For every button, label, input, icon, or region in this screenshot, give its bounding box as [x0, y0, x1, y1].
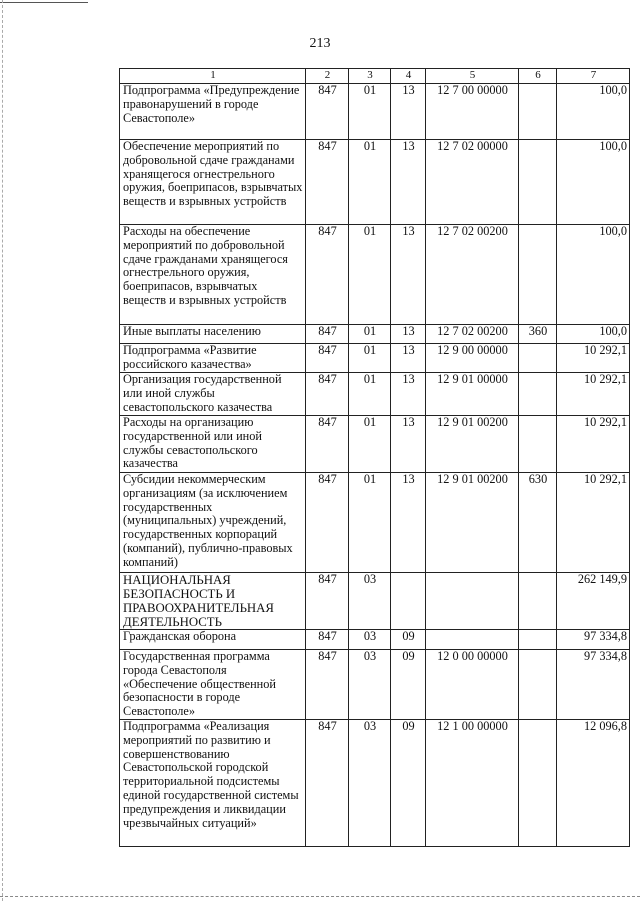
row-csr: 12 7 02 00200 [426, 225, 519, 325]
scan-top-mark [0, 2, 88, 3]
row-vr [519, 84, 557, 140]
row-csr: 12 7 02 00000 [426, 140, 519, 225]
row-csr: 12 0 00 00000 [426, 650, 519, 720]
row-sum: 262 149,9 [557, 573, 630, 630]
row-name: Государственная программа города Севастополя «Обеспечение общественной безопасности в городе Севастополе» [120, 650, 306, 720]
table-row [120, 325, 630, 344]
row-gv: 847 [306, 416, 349, 473]
table-row [120, 84, 630, 140]
row-pr: 13 [391, 140, 426, 225]
table-header-row [120, 69, 630, 84]
scan-bottom-edge [0, 896, 640, 897]
row-csr: 12 9 01 00200 [426, 416, 519, 473]
budget-table [119, 68, 630, 847]
header-col-7: 7 [557, 69, 630, 84]
table-row [120, 650, 630, 720]
table-row [120, 373, 630, 416]
row-gv: 847 [306, 630, 349, 650]
row-rz: 01 [349, 416, 391, 473]
row-sum: 12 096,8 [557, 720, 630, 847]
row-pr: 13 [391, 344, 426, 373]
row-pr: 09 [391, 630, 426, 650]
row-name: Расходы на организацию государственной или иной службы севастопольского казачества [120, 416, 306, 473]
row-gv: 847 [306, 225, 349, 325]
row-vr [519, 720, 557, 847]
row-rz: 03 [349, 573, 391, 630]
scan-left-edge [2, 0, 3, 901]
row-vr [519, 650, 557, 720]
row-csr: 12 1 00 00000 [426, 720, 519, 847]
row-sum: 100,0 [557, 140, 630, 225]
row-pr [391, 573, 426, 630]
row-pr: 13 [391, 373, 426, 416]
row-rz: 01 [349, 473, 391, 573]
row-vr [519, 630, 557, 650]
row-rz: 01 [349, 373, 391, 416]
row-csr: 12 7 00 00000 [426, 84, 519, 140]
row-rz: 01 [349, 140, 391, 225]
row-rz: 01 [349, 344, 391, 373]
row-name: Подпрограмма «Предупреждение правонарушений в городе Севастополе» [120, 84, 306, 140]
scan-top-edge [0, 2, 640, 8]
row-gv: 847 [306, 573, 349, 630]
row-vr [519, 344, 557, 373]
row-csr: 12 7 02 00200 [426, 325, 519, 344]
row-name: Подпрограмма «Реализация мероприятий по развитию и совершенствованию Севастопольской городской территориальной подсистемы единой государственной системы предупреждения и ликвидации чрезвычайных ситуаций» [120, 720, 306, 847]
row-rz: 03 [349, 630, 391, 650]
row-gv: 847 [306, 140, 349, 225]
page-number: 213 [309, 36, 331, 51]
header-col-5: 5 [426, 69, 519, 84]
row-pr: 13 [391, 416, 426, 473]
row-sum: 10 292,1 [557, 373, 630, 416]
row-sum: 97 334,8 [557, 630, 630, 650]
row-gv: 847 [306, 720, 349, 847]
row-pr: 09 [391, 650, 426, 720]
row-name: НАЦИОНАЛЬНАЯ БЕЗОПАСНОСТЬ И ПРАВООХРАНИТЕЛЬНАЯ ДЕЯТЕЛЬНОСТЬ [120, 573, 306, 630]
row-pr: 13 [391, 225, 426, 325]
row-rz: 01 [349, 84, 391, 140]
row-pr: 13 [391, 84, 426, 140]
table-row [120, 344, 630, 373]
row-sum: 100,0 [557, 84, 630, 140]
row-name: Обеспечение мероприятий по добровольной сдаче гражданами хранящегося огнестрельного оружия, боеприпасов, взрывчатых веществ и взрывных устройств [120, 140, 306, 225]
row-gv: 847 [306, 473, 349, 573]
row-gv: 847 [306, 650, 349, 720]
header-col-1: 1 [120, 69, 306, 84]
row-sum: 100,0 [557, 325, 630, 344]
row-csr [426, 630, 519, 650]
table-row [120, 416, 630, 473]
row-sum: 10 292,1 [557, 344, 630, 373]
row-rz: 03 [349, 720, 391, 847]
row-name: Подпрограмма «Развитие российского казачества» [120, 344, 306, 373]
row-vr: 630 [519, 473, 557, 573]
row-sum: 10 292,1 [557, 473, 630, 573]
row-pr: 13 [391, 473, 426, 573]
row-vr [519, 416, 557, 473]
row-vr [519, 573, 557, 630]
row-rz: 01 [349, 225, 391, 325]
row-csr: 12 9 00 00000 [426, 344, 519, 373]
row-sum: 100,0 [557, 225, 630, 325]
row-gv: 847 [306, 325, 349, 344]
table-row [120, 225, 630, 325]
row-gv: 847 [306, 344, 349, 373]
row-name: Организация государственной или иной службы севастопольского казачества [120, 373, 306, 416]
row-gv: 847 [306, 373, 349, 416]
row-vr: 360 [519, 325, 557, 344]
table-row [120, 573, 630, 630]
row-sum: 10 292,1 [557, 416, 630, 473]
row-name: Субсидии некоммерческим организациям (за исключением государственных (муниципальных) учреждений, государственных корпораций (компаний), публично-правовых компаний) [120, 473, 306, 573]
row-sum: 97 334,8 [557, 650, 630, 720]
header-col-6: 6 [519, 69, 557, 84]
table-row [120, 473, 630, 573]
row-rz: 03 [349, 650, 391, 720]
row-vr [519, 225, 557, 325]
table-row [120, 140, 630, 225]
row-name: Расходы на обеспечение мероприятий по добровольной сдаче гражданами хранящегося огнестрельного оружия, боеприпасов, взрывчатых веществ и взрывных устройств [120, 225, 306, 325]
header-col-4: 4 [391, 69, 426, 84]
row-rz: 01 [349, 325, 391, 344]
row-vr [519, 373, 557, 416]
row-name: Иные выплаты населению [120, 325, 306, 344]
row-vr [519, 140, 557, 225]
table-row [120, 720, 630, 847]
row-csr: 12 9 01 00000 [426, 373, 519, 416]
row-pr: 09 [391, 720, 426, 847]
row-pr: 13 [391, 325, 426, 344]
row-gv: 847 [306, 84, 349, 140]
row-csr [426, 573, 519, 630]
row-csr: 12 9 01 00200 [426, 473, 519, 573]
header-col-3: 3 [349, 69, 391, 84]
row-name: Гражданская оборона [120, 630, 306, 650]
table-row [120, 630, 630, 650]
header-col-2: 2 [306, 69, 349, 84]
